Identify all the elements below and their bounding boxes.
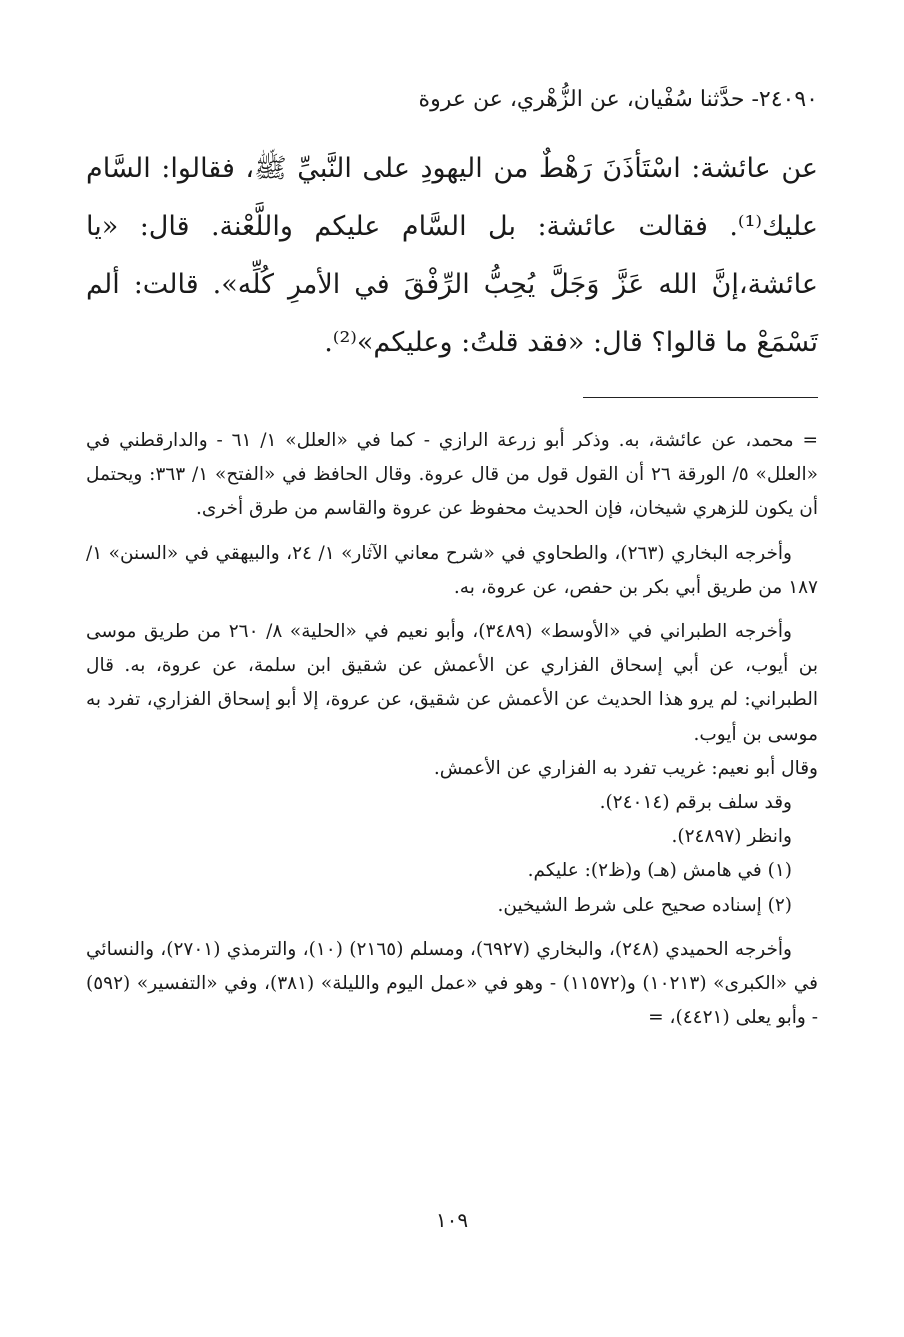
note-paragraph-3: وأخرجه الطبراني في «الأوسط» (٣٤٨٩)، وأبو نعيم في «الحلية» ٨/ ٢٦٠ من طريق موسى بن أيوب، عن أبي إسحاق الفزاري عن الأعمش عن شقيق ابن سلمة، عن عروة، به. قال الطبراني: لم يرو هذا الحديث عن الأعمش عن شقيق، عن عروة، إلا أبو إسحاق الفزاري، تفرد به موسى بن أيوب. [86, 621, 818, 745]
note-paragraph-4: وقد سلف برقم (٢٤٠١٤). [599, 792, 792, 814]
footnote-2: (٢) إسناده صحيح على شرط الشيخين. [497, 894, 792, 916]
note-paragraph-6: وأخرجه الحميدي (٢٤٨)، والبخاري (٦٩٢٧)، ومسلم (٢١٦٥) (١٠)، والترمذي (٢٧٠١)، والنسائي في «الكبرى» (١٠٢١٣) و(١١٥٧٢) - وهو في «عمل اليوم والليلة» (٣٨١)، وفي «التفسير» (٥٩٢) - وأبو يعلى (٤٤٢١)، = [86, 938, 818, 1029]
note-paragraph-2: وأخرجه البخاري (٢٦٣)، والطحاوي في «شرح معاني الآثار» ١/ ٢٤، والبيهقي في «السنن» ١/ ١٨٧ من طريق أبي بكر بن حفص، عن عروة، به. [86, 542, 818, 598]
note-paragraph-3b: وقال أبو نعيم: غريب تفرد به الفزاري عن الأعمش. [433, 757, 818, 779]
footnotes [86, 424, 818, 1035]
hadith-isnad-line: ٢٤٠٩٠- حدَّثنا سُفْيان، عن الزُّهْري، عن عروة [418, 87, 818, 112]
page-number: ١٠٩ [435, 1208, 469, 1232]
note-paragraph-1: = محمد، عن عائشة، به. وذكر أبو زرعة الرازي - كما في «العلل» ١/ ٦١ - والدارقطني في «العلل» ٥/ الورقة ٢٦ أن القول قول من قال عروة. وقال الحافظ في «الفتح» ١/ ٣٦٣: ويحتمل أن يكون للزهري شيخان، فإن الحديث محفوظ عن عروة والقاسم من طرق أخرى. [86, 430, 818, 520]
hadith-text: عن عائشة: اسْتَأذَنَ رَهْطٌ من اليهودِ على النَّبيِّ ﷺ، فقالوا: السَّام عليك⁽¹⁾. فقالت عائشة: بل السَّام عليكم واللَّعْنة. قال: «يا عائشة،إنَّ الله عَزَّ وَجَلَّ يُحِبُّ الرِّفْقَ في الأمرِ كُلِّه». قالت: ألم تَسْمَعْ ما قالوا؟ قال: «فقد قلتُ: وعليكم»⁽²⁾. [86, 153, 818, 358]
footnote-1: (١) في هامش (هـ) و(ظ٢): عليكم. [527, 860, 792, 882]
footnote-separator [583, 397, 818, 398]
hadith-text-block [86, 140, 818, 372]
note-paragraph-5: وانظر (٢٤٨٩٧). [671, 826, 792, 848]
